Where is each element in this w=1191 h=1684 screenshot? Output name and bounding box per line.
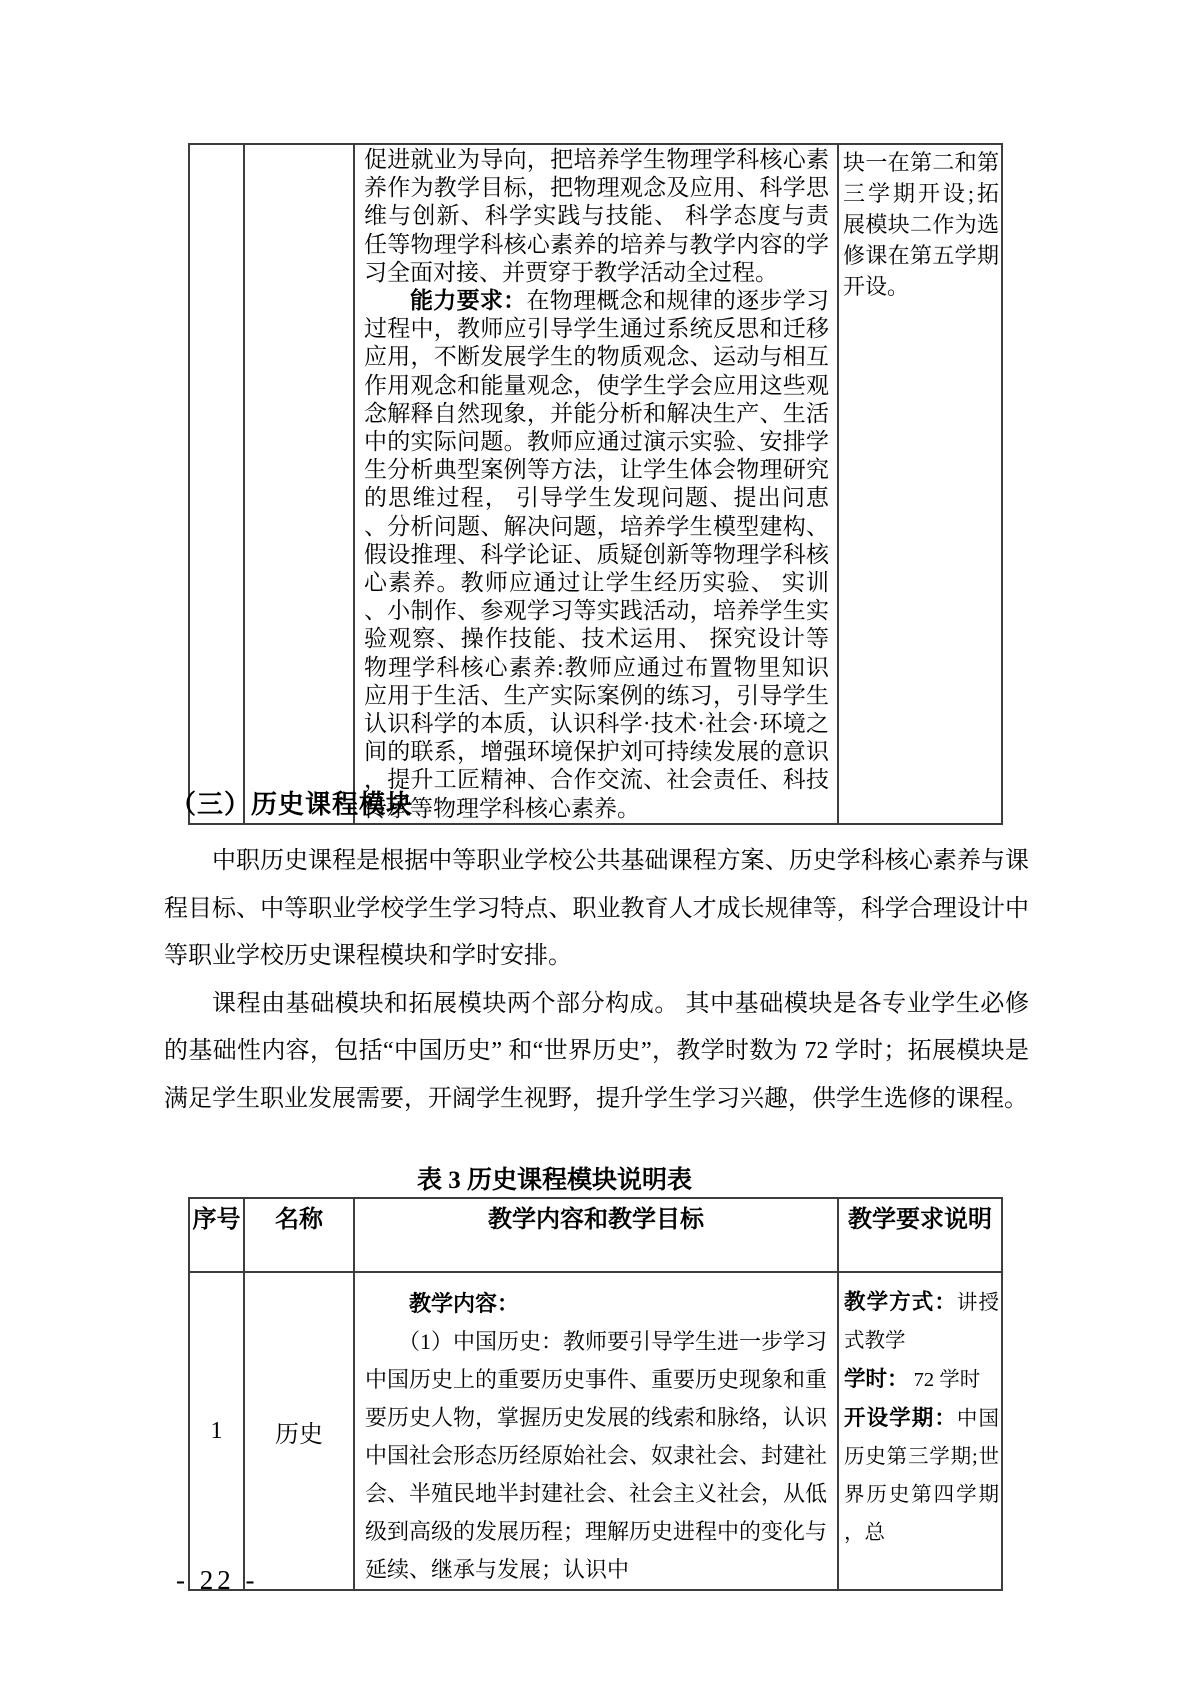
history-name-cell: 历史 xyxy=(244,1272,354,1590)
requirement-item xyxy=(844,1360,999,1399)
header-name: 名称 xyxy=(244,1198,354,1272)
requirement-label: 教学方式： xyxy=(844,1290,957,1314)
history-module-table xyxy=(188,1197,1003,1591)
physics-module-table xyxy=(188,143,1003,825)
physics-content-paragraph: 促进就业为导向，把培养学生物理学科核心素养作为教学目标，把物理观念及应用、科学思维与创新、科学实践与技能、 科学态度与责任等物理学科核心素养的培养与教学内容的学习全面对接、并贾穿于教学活动全过程。 xyxy=(364,147,829,285)
header-content: 教学内容和教学目标 xyxy=(354,1198,838,1272)
history-requirement-cell xyxy=(838,1272,1002,1590)
physics-requirement-cell xyxy=(838,144,1002,824)
history-content-text: （1）中国历史：教师要引导学生进一步学习中国历史上的重要历史事件、重要历史现象和重要历史人物，掌握历史发展的线索和脉络，认识中国社会形态历经原始社会、奴隶社会、封建社会、半殖民地半封建社会、社会主义社会，从低级到高级的发展历程；理解历史进程中的变化与延续、继承与发展；认识中 xyxy=(365,1329,828,1582)
requirement-text: 72 学时 xyxy=(908,1369,981,1391)
history-seq-cell: 1 xyxy=(189,1272,244,1590)
physics-requirement-text: 块一在第二和第三学期开设;拓展模块二作为选修课在第五学期开设。 xyxy=(843,150,999,299)
table-row xyxy=(189,144,1002,824)
page-number: - 22 - xyxy=(176,1565,259,1595)
requirement-item xyxy=(844,1283,999,1360)
physics-name-cell-empty xyxy=(244,144,354,824)
requirement-text: 中国历史第三学期;世界历史第四学期，总 xyxy=(844,1408,999,1544)
history-content-cell xyxy=(354,1272,838,1590)
section-heading: （三）历史课程模块 xyxy=(170,790,414,819)
physics-content-cell xyxy=(354,144,838,824)
physics-ability-paragraph xyxy=(364,287,829,823)
section-paragraph-2: 课程由基础模块和拓展模块两个部分构成。 其中基础模块是各专业学生必修的基础性内容，包括“中国历史” 和“世界历史”，教学时数为 72 学时；拓展模块是满足学生职业发展需要，开阔学生视野，提升学生学习兴趣，供学生选修的课程。 xyxy=(164,990,1029,1112)
header-row xyxy=(189,1198,1002,1272)
ability-label: 能力要求： xyxy=(410,288,527,314)
section-paragraph-1: 中职历史课程是根据中等职业学校公共基础课程方案、历史学科核心素养与课程目标、中等职业学校学生学习特点、职业教育人才成长规律等，科学合理设计中等职业学校历史课程模块和学时安排。 xyxy=(164,848,1029,969)
requirement-label: 开设学期： xyxy=(844,1406,957,1430)
history-content-label: 教学内容： xyxy=(409,1291,520,1316)
header-requirement: 教学要求说明 xyxy=(838,1198,1002,1272)
requirement-text: 讲授式教学 xyxy=(844,1292,999,1352)
header-seq: 序号 xyxy=(189,1198,244,1272)
section-paragraphs xyxy=(164,838,1029,1123)
physics-seq-cell-empty xyxy=(189,144,244,824)
table-caption: 表 3 历史课程模块说明表 xyxy=(416,1167,692,1194)
table-row xyxy=(189,1272,1002,1590)
ability-text: 在物理概念和规律的逐步学习过程中，教师应引导学生通过系统反思和迁移应用，不断发展学生的物质观念、运动与相互作用观念和能量观念，使学生学会应用这些观念解释自然现象，并能分析和解决生产、生活中的实际问题。教师应通过演示实验、安排学生分析典型案例等方法，让学生体会物理研究的思维过程， 引导学生发现问题、提出问恵、分析问题、解决问题，培养学生模型建构、假设推理、科学论证、质疑创新等物理学科核心素养。教师应通过让学生经历实验、 实训、小制作、参观学习等实践活动，培养学生实验观察、操作技能、技术运用、 探究设计等物理学科核心素养:教师应通过布置物里知识应用于生活、生产实际案例的练习，引导学生认识科学的本质，认识科学·技术·社会·环境之间的联系，增强环境保护刘可持续发展的意识，提升工匠精神、合作交流、社会责任、科技传承等物理学科核心素养。 xyxy=(364,288,830,821)
requirement-item xyxy=(844,1399,999,1552)
requirement-label: 学时： xyxy=(844,1367,909,1391)
